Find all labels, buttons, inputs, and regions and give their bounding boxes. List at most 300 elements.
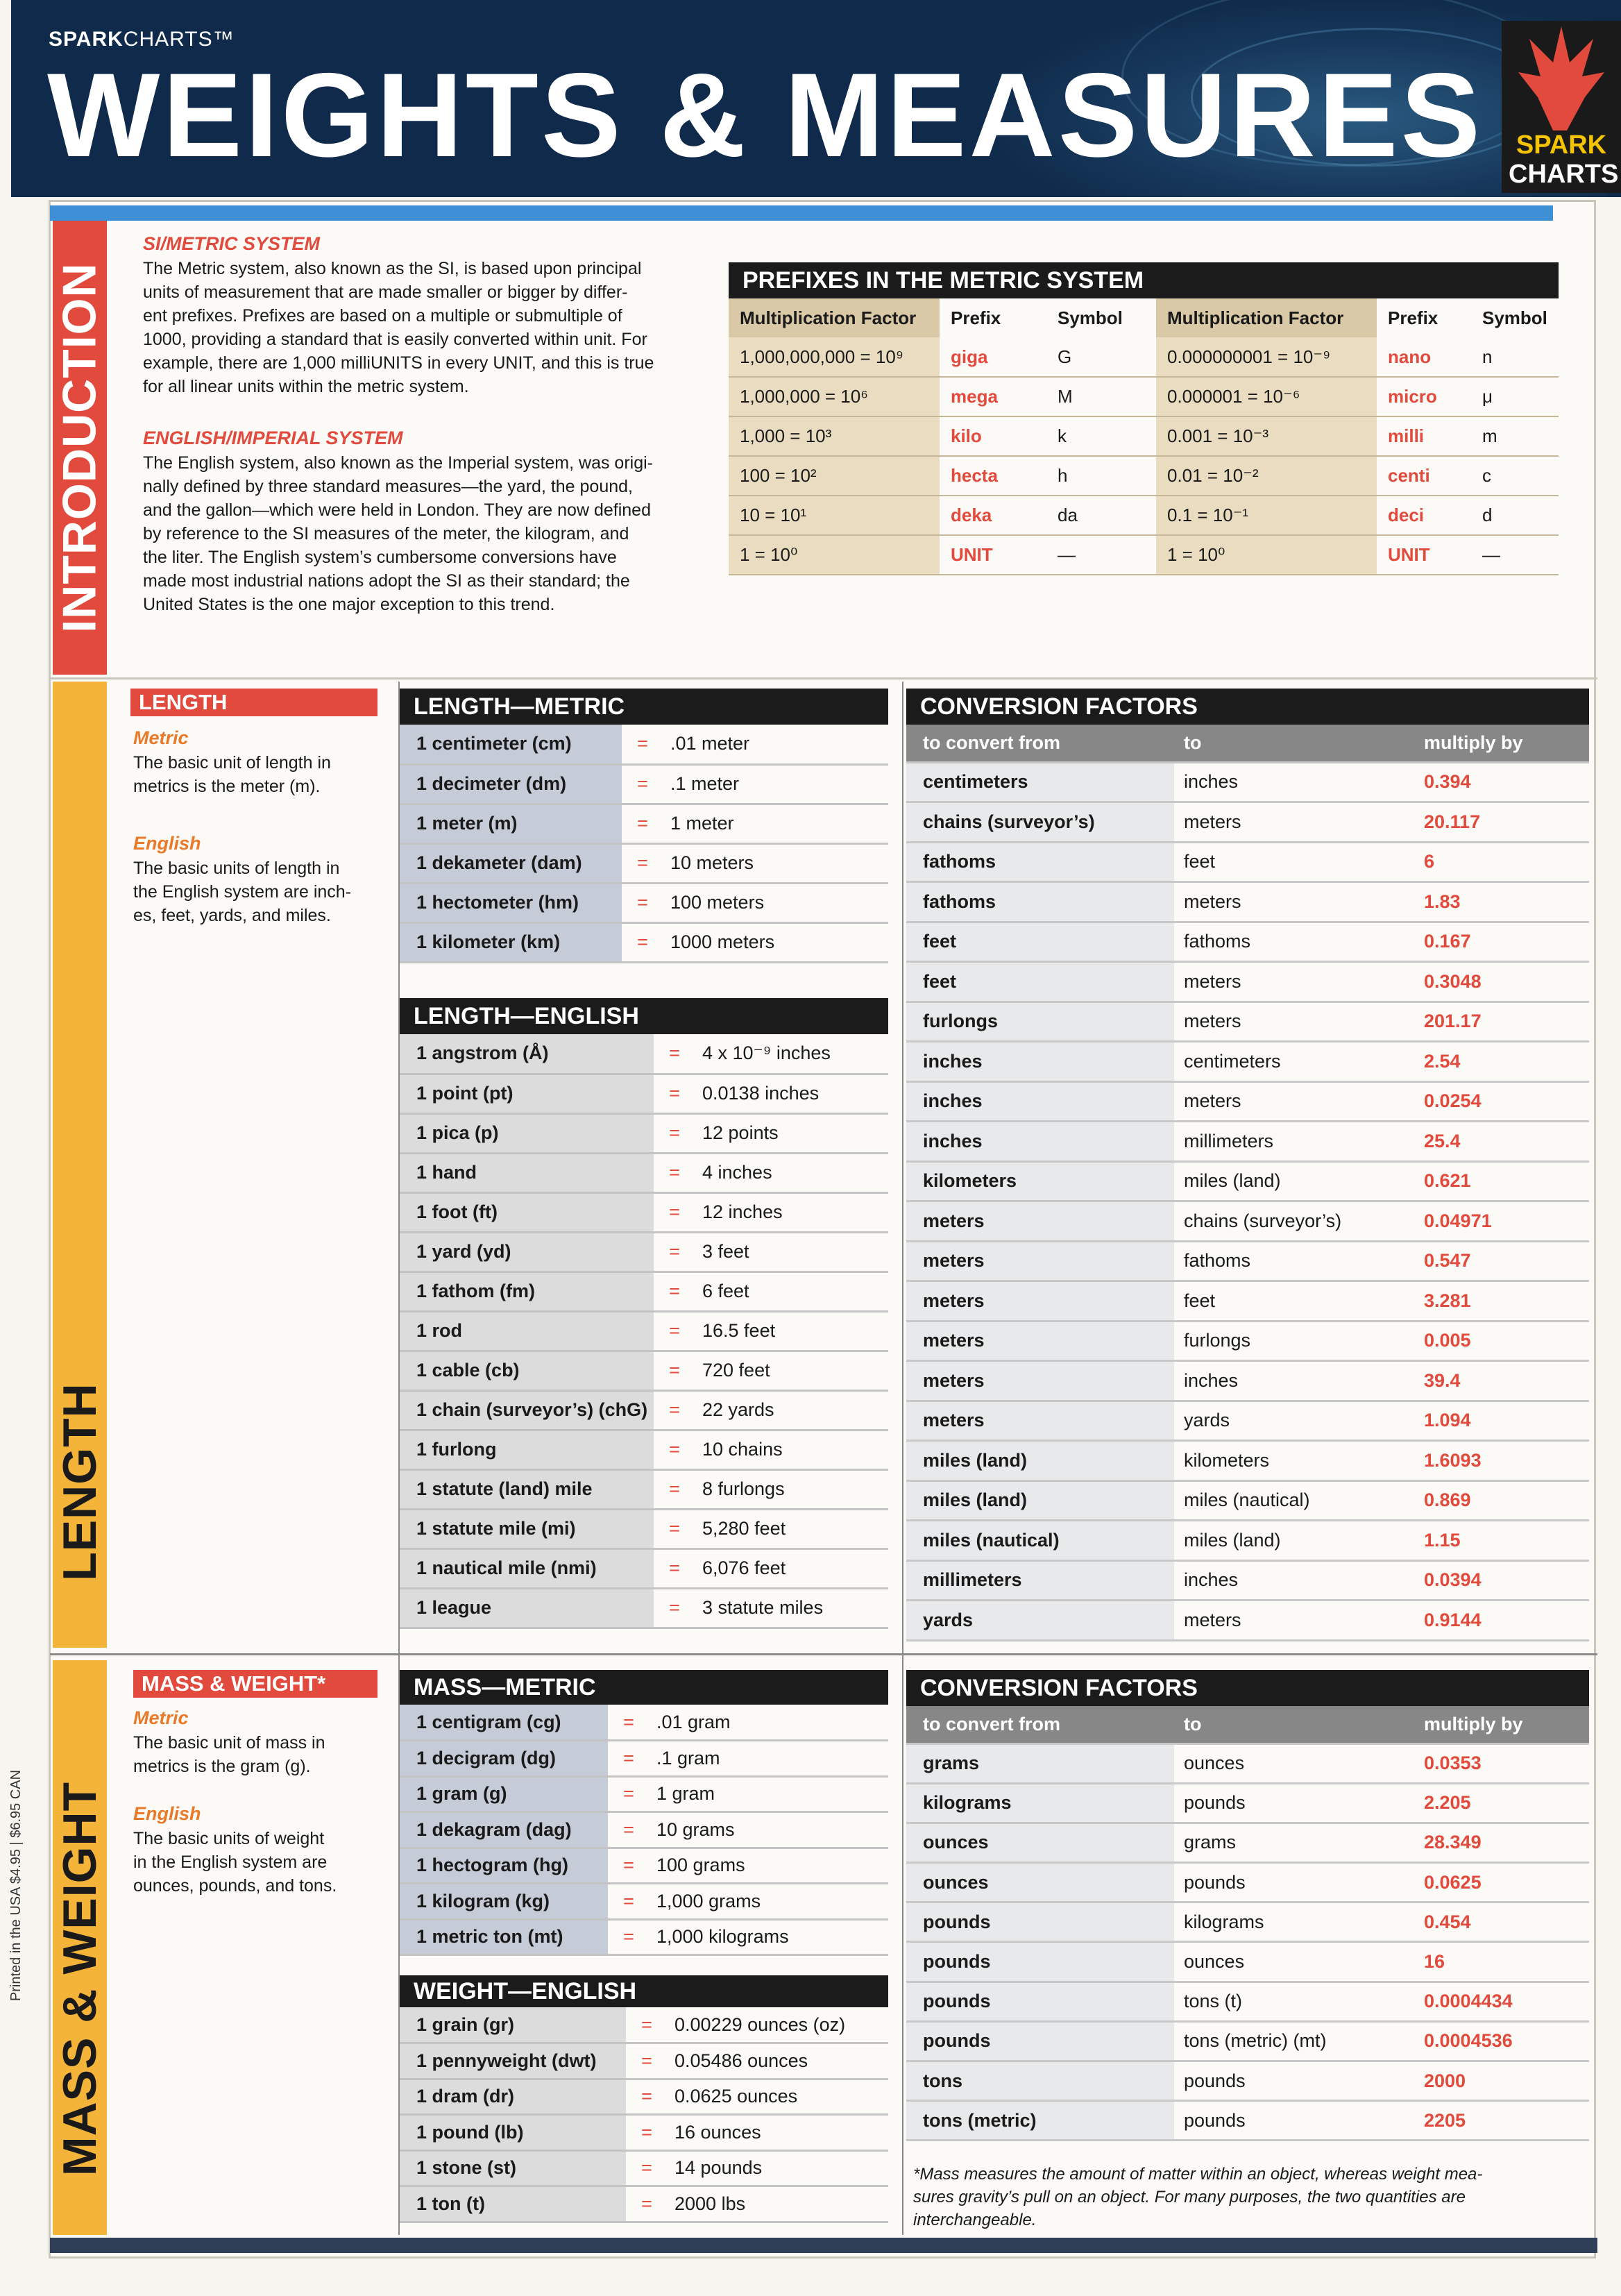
- prefix-name: hecta: [940, 456, 1046, 496]
- table-row: [906, 1902, 1589, 1942]
- multiply-by: 0.621: [1407, 1161, 1589, 1201]
- convert-to: meters: [1174, 1081, 1407, 1122]
- multiply-by: 0.454: [1407, 1902, 1589, 1942]
- unit-name: 1 meter (m): [400, 804, 622, 843]
- convert-from: meters: [906, 1321, 1174, 1361]
- unit-value: 1,000 grams: [650, 1884, 888, 1920]
- convert-to: meters: [1174, 1601, 1407, 1641]
- multiply-by: 1.6093: [1407, 1441, 1589, 1481]
- convert-to: pounds: [1174, 2061, 1407, 2101]
- unit-name: 1 kilometer (km): [400, 922, 622, 962]
- multiplication-factor: 0.1 = 10⁻¹: [1156, 496, 1377, 535]
- unit-value: 12 points: [695, 1113, 888, 1153]
- equals-sign: =: [622, 883, 663, 922]
- equals-sign: =: [608, 1776, 650, 1812]
- unit-value: 8 furlongs: [695, 1469, 888, 1509]
- equals-sign: =: [622, 922, 663, 962]
- convert-to: ounces: [1174, 1744, 1407, 1783]
- weight-english-table: [400, 1975, 888, 2223]
- english-paragraph: The English system, also known as the Imperial system, was origi- nally defined by three standard measures—the yard, the pound, and the gallon—which were held in London. They are now defined by reference to the SI measures of the meter, the kilogram, and the liter. The English system’s cumbersome conversions have made most industrial nations adopt the SI as their standard; the United States is the one major exception to this trend.: [143, 453, 653, 614]
- convert-from: miles (land): [906, 1441, 1174, 1481]
- convert-from: feet: [906, 962, 1174, 1002]
- table-row: [729, 496, 1559, 535]
- equals-sign: =: [654, 1272, 695, 1311]
- length-metric-table: [400, 689, 888, 963]
- equals-sign: =: [654, 1153, 695, 1192]
- unit-name: 1 nautical mile (nmi): [400, 1548, 654, 1588]
- convert-to: inches: [1174, 1361, 1407, 1401]
- table-row: [400, 1311, 888, 1351]
- table-row: [400, 725, 888, 764]
- unit-value: 10 grams: [650, 1812, 888, 1848]
- equals-sign: =: [654, 1509, 695, 1548]
- mass-conversion-table: CONVERSION FACTORS to convert from to multiply by grams ounces 0.0353 kilograms pounds 2.205 ounces grams 28.349 ounces pounds 0.0625 pounds kilograms 0.454 pounds ounces 16 pounds tons (t) 0.0004434 pounds tons (metric) (mt) 0.0004536 tons pounds 2000 tons (metric) pounds 2205: [906, 1670, 1589, 2141]
- table-row: [906, 1744, 1589, 1783]
- unit-value: 10 chains: [695, 1430, 888, 1469]
- convert-from: meters: [906, 1241, 1174, 1281]
- multiply-by: 28.349: [1407, 1823, 1589, 1862]
- convert-from: chains (surveyor’s): [906, 802, 1174, 843]
- length-conversion-table: CONVERSION FACTORS to convert from to multiply by centimeters inches 0.394 chains (surveyor’s) meters 20.117 fathoms feet 6 fathoms meters 1.83 feet fathoms 0.167 feet meters 0.3048 furlongs meters 201.17 inches centimeters 2.54 inches meters 0.0254 inches millimeters 25.4 kilometers miles (land) 0.621 meters chains (surveyor’s) 0.04971 meters fathoms 0.547 meters feet 3.281 meters furlongs 0.005 meters inches 39.4 meters yards 1.094 miles (land) kilometers 1.6093 miles (land) miles (nautical) 0.869 miles (nautical) miles (land) 1.15 millimeters inches 0.0394 yards meters 0.9144: [906, 689, 1589, 1641]
- table-row: [906, 1942, 1589, 1982]
- convert-from: tons (metric): [906, 2101, 1174, 2141]
- equals-sign: =: [626, 2150, 668, 2186]
- convert-to: miles (land): [1174, 1161, 1407, 1201]
- multiplication-factor: 1,000,000,000 = 10⁹: [729, 337, 940, 377]
- unit-name: 1 dekameter (dam): [400, 843, 622, 883]
- equals-sign: =: [654, 1034, 695, 1074]
- equals-sign: =: [608, 1705, 650, 1741]
- table-row: [400, 1509, 888, 1548]
- table-row: [906, 1321, 1589, 1361]
- equals-sign: =: [626, 2043, 668, 2079]
- unit-name: 1 hectogram (hg): [400, 1848, 608, 1884]
- multiply-by: 201.17: [1407, 1002, 1589, 1042]
- convert-from: fathoms: [906, 842, 1174, 882]
- prefix-symbol: k: [1046, 416, 1156, 456]
- unit-value: 6,076 feet: [695, 1548, 888, 1588]
- table-row: [400, 1430, 888, 1469]
- convert-from: meters: [906, 1281, 1174, 1322]
- table-row: [400, 1232, 888, 1272]
- table-row: [400, 1113, 888, 1153]
- table-row: [906, 922, 1589, 962]
- convert-from: inches: [906, 1042, 1174, 1082]
- multiplication-factor: 1,000 = 10³: [729, 416, 940, 456]
- multiply-by: 16: [1407, 1942, 1589, 1982]
- equals-sign: =: [608, 1741, 650, 1777]
- prefix-symbol: —: [1046, 535, 1156, 575]
- table-row: [906, 962, 1589, 1002]
- length-english-title: LENGTH—ENGLISH: [400, 998, 888, 1034]
- convert-to: kilograms: [1174, 1902, 1407, 1942]
- table-row: [400, 1469, 888, 1509]
- weight-english-title: WEIGHT—ENGLISH: [400, 1975, 888, 2007]
- unit-name: 1 point (pt): [400, 1074, 654, 1113]
- equals-sign: =: [626, 2186, 668, 2222]
- unit-name: 1 hectometer (hm): [400, 883, 622, 922]
- unit-value: .01 gram: [650, 1705, 888, 1741]
- convert-from: yards: [906, 1601, 1174, 1641]
- multiply-by: 20.117: [1407, 802, 1589, 843]
- convert-to: pounds: [1174, 2101, 1407, 2141]
- multiply-by: 2.54: [1407, 1042, 1589, 1082]
- convert-from: pounds: [906, 2021, 1174, 2061]
- table-row: [906, 1002, 1589, 1042]
- convert-to: kilometers: [1174, 1441, 1407, 1481]
- section-label-introduction: INTRODUCTION: [53, 221, 107, 675]
- multiplication-factor: 0.000000001 = 10⁻⁹: [1156, 337, 1377, 377]
- convert-from: centimeters: [906, 762, 1174, 802]
- table-row: [400, 1705, 888, 1741]
- unit-value: 0.0138 inches: [695, 1074, 888, 1113]
- convert-to: pounds: [1174, 1783, 1407, 1823]
- multiply-by: 1.83: [1407, 882, 1589, 922]
- unit-name: 1 decigram (dg): [400, 1741, 608, 1777]
- table-row: [400, 2043, 888, 2079]
- convert-to: meters: [1174, 802, 1407, 843]
- equals-sign: =: [654, 1232, 695, 1272]
- table-row: [400, 1153, 888, 1192]
- unit-value: 1000 meters: [663, 922, 888, 962]
- length-metric-title: LENGTH—METRIC: [400, 689, 888, 725]
- multiply-by: 2000: [1407, 2061, 1589, 2101]
- mass-conversion-title: CONVERSION FACTORS: [906, 1670, 1589, 1706]
- multiply-by: 39.4: [1407, 1361, 1589, 1401]
- table-row: [400, 1919, 888, 1955]
- unit-value: 14 pounds: [668, 2150, 888, 2186]
- convert-to: fathoms: [1174, 922, 1407, 962]
- equals-sign: =: [608, 1812, 650, 1848]
- prefix-symbol: c: [1471, 456, 1559, 496]
- unit-value: 6 feet: [695, 1272, 888, 1311]
- prefix-name: kilo: [940, 416, 1046, 456]
- convert-to: fathoms: [1174, 1241, 1407, 1281]
- table-row: [906, 1521, 1589, 1561]
- table-row: [906, 1982, 1589, 2021]
- unit-name: 1 centimeter (cm): [400, 725, 622, 764]
- unit-name: 1 stone (st): [400, 2150, 626, 2186]
- table-row: [400, 2079, 888, 2115]
- table-row: [906, 1201, 1589, 1242]
- unit-name: 1 dram (dr): [400, 2079, 626, 2115]
- unit-value: .1 meter: [663, 764, 888, 804]
- table-row: [906, 882, 1589, 922]
- equals-sign: =: [654, 1192, 695, 1232]
- convert-to: miles (land): [1174, 1521, 1407, 1561]
- table-row: [729, 337, 1559, 377]
- mass-footnote: *Mass measures the amount of matter within an object, whereas weight mea- sures gravity’s pull on an object. For many purposes, the two quantities are interchangeable.: [913, 2165, 1483, 2229]
- unit-value: 100 grams: [650, 1848, 888, 1884]
- prefix-name: UNIT: [940, 535, 1046, 575]
- multiply-by: 0.0394: [1407, 1560, 1589, 1601]
- unit-value: 4 x 10⁻⁹ inches: [695, 1034, 888, 1074]
- top-accent-bar: [50, 205, 1553, 221]
- section-divider: [50, 1653, 1597, 1655]
- convert-from: pounds: [906, 1982, 1174, 2021]
- prefix-symbol: —: [1471, 535, 1559, 575]
- unit-name: 1 statute (land) mile: [400, 1469, 654, 1509]
- table-row: [400, 2150, 888, 2186]
- brand-wordmark: SPARKCHARTS™: [49, 28, 235, 51]
- equals-sign: =: [654, 1469, 695, 1509]
- convert-from: kilometers: [906, 1161, 1174, 1201]
- unit-name: 1 ton (t): [400, 2186, 626, 2222]
- convert-from: feet: [906, 922, 1174, 962]
- multiplication-factor: 0.001 = 10⁻³: [1156, 416, 1377, 456]
- mass-metric-title: MASS—METRIC: [400, 1670, 888, 1705]
- multiply-by: 0.0353: [1407, 1744, 1589, 1783]
- convert-to: meters: [1174, 1002, 1407, 1042]
- table-row: [400, 1351, 888, 1390]
- multiply-by: 0.04971: [1407, 1201, 1589, 1242]
- prefix-symbol: μ: [1471, 377, 1559, 416]
- english-heading: ENGLISH/IMPERIAL SYSTEM: [143, 428, 403, 448]
- sparkcharts-logo: [1502, 21, 1621, 193]
- table-row: [400, 1034, 888, 1074]
- equals-sign: =: [608, 1919, 650, 1955]
- prefix-table: PREFIXES IN THE METRIC SYSTEM Multiplication Factor Prefix Symbol Multiplication Factor Prefix Symbol 1,000,000,000 = 10⁹ giga G 0.000000001 = 10⁻⁹ nano n 1,000,000 = 10⁶ mega M 0.000001 = 10⁻⁶ micro μ 1,000 = 10³ kilo k 0.001 = 10⁻³ milli m 100 = 10² hecta h 0.01 = 10⁻² centi c 10 = 10¹ deka da 0.1 = 10⁻¹ deci d 1 = 10⁰ UNIT — 1 = 10⁰ UNIT —: [729, 262, 1559, 575]
- unit-name: 1 decimeter (dm): [400, 764, 622, 804]
- unit-name: 1 hand: [400, 1153, 654, 1192]
- si-heading: SI/METRIC SYSTEM: [143, 233, 321, 254]
- table-row: [906, 1560, 1589, 1601]
- prefix-symbol: M: [1046, 377, 1156, 416]
- equals-sign: =: [654, 1351, 695, 1390]
- table-row: [400, 1074, 888, 1113]
- equals-sign: =: [622, 843, 663, 883]
- table-row: [906, 1361, 1589, 1401]
- section-label-mass-weight: MASS & WEIGHT: [53, 1660, 107, 2235]
- unit-value: 12 inches: [695, 1192, 888, 1232]
- prefix-symbol: da: [1046, 496, 1156, 535]
- table-row: [400, 2115, 888, 2151]
- table-row: [906, 802, 1589, 843]
- prefix-symbol: m: [1471, 416, 1559, 456]
- convert-from: millimeters: [906, 1560, 1174, 1601]
- table-row: [906, 1081, 1589, 1122]
- unit-value: .01 meter: [663, 725, 888, 764]
- convert-to: ounces: [1174, 1942, 1407, 1982]
- unit-value: 100 meters: [663, 883, 888, 922]
- multiply-by: 0.167: [1407, 922, 1589, 962]
- convert-from: miles (nautical): [906, 1521, 1174, 1561]
- unit-name: 1 yard (yd): [400, 1232, 654, 1272]
- table-row: [906, 1042, 1589, 1082]
- table-row: [906, 1823, 1589, 1862]
- spine-print: Printed in the USA $4.95 | $6.95 CAN: [8, 1769, 24, 2001]
- unit-value: 3 feet: [695, 1232, 888, 1272]
- mass-metric-text: The basic unit of mass in metrics is the gram (g).: [133, 1733, 325, 1776]
- header-banner: [11, 0, 1621, 197]
- equals-sign: =: [626, 2115, 668, 2151]
- table-row: [400, 1272, 888, 1311]
- table-row: [906, 842, 1589, 882]
- unit-value: 0.00229 ounces (oz): [668, 2007, 888, 2043]
- si-paragraph: The Metric system, also known as the SI, is based upon principal units of measurement that are made smaller or bigger by differ- ent prefixes. Prefixes are based on a multiple or submultiple of 1000, providing a standard that is easily converted within unit. For example, there are 1,000 milliUNITS in every UNIT, and this is true for all linear units within the metric system.: [143, 259, 654, 396]
- unit-value: 16.5 feet: [695, 1311, 888, 1351]
- table-row: [906, 1122, 1589, 1162]
- multiply-by: 0.0254: [1407, 1081, 1589, 1122]
- multiply-by: 0.394: [1407, 762, 1589, 802]
- equals-sign: =: [654, 1430, 695, 1469]
- unit-value: 16 ounces: [668, 2115, 888, 2151]
- table-row: [906, 1241, 1589, 1281]
- multiplication-factor: 1,000,000 = 10⁶: [729, 377, 940, 416]
- convert-from: ounces: [906, 1863, 1174, 1902]
- table-row: [729, 416, 1559, 456]
- table-row: [906, 1783, 1589, 1823]
- table-row: [400, 1548, 888, 1588]
- table-row: [400, 2186, 888, 2222]
- mass-metric-heading: Metric: [133, 1707, 189, 1728]
- convert-from: ounces: [906, 1823, 1174, 1862]
- prefix-symbol: d: [1471, 496, 1559, 535]
- equals-sign: =: [622, 804, 663, 843]
- unit-name: 1 metric ton (mt): [400, 1919, 608, 1955]
- multiply-by: 0.869: [1407, 1480, 1589, 1521]
- equals-sign: =: [654, 1074, 695, 1113]
- convert-from: furlongs: [906, 1002, 1174, 1042]
- convert-to: feet: [1174, 842, 1407, 882]
- prefix-name: centi: [1377, 456, 1471, 496]
- multiply-by: 0.9144: [1407, 1601, 1589, 1641]
- convert-to: pounds: [1174, 1863, 1407, 1902]
- unit-name: 1 cable (cb): [400, 1351, 654, 1390]
- table-row: [729, 377, 1559, 416]
- unit-name: 1 chain (surveyor’s) (chG): [400, 1390, 654, 1430]
- convert-from: miles (land): [906, 1480, 1174, 1521]
- multiply-by: 2205: [1407, 2101, 1589, 2141]
- table-row: [400, 883, 888, 922]
- unit-name: 1 furlong: [400, 1430, 654, 1469]
- convert-from: meters: [906, 1401, 1174, 1441]
- convert-to: yards: [1174, 1401, 1407, 1441]
- multiply-by: 1.15: [1407, 1521, 1589, 1561]
- multiply-by: 0.0625: [1407, 1863, 1589, 1902]
- unit-name: 1 gram (g): [400, 1776, 608, 1812]
- convert-to: tons (t): [1174, 1982, 1407, 2021]
- table-row: [906, 762, 1589, 802]
- unit-value: 10 meters: [663, 843, 888, 883]
- length-english-heading: English: [133, 833, 201, 854]
- table-row: [906, 1863, 1589, 1902]
- convert-to: feet: [1174, 1281, 1407, 1322]
- prefix-symbol: h: [1046, 456, 1156, 496]
- unit-value: 2000 lbs: [668, 2186, 888, 2222]
- unit-value: 0.05486 ounces: [668, 2043, 888, 2079]
- table-row: [400, 1588, 888, 1628]
- unit-value: 1 meter: [663, 804, 888, 843]
- unit-value: 1,000 kilograms: [650, 1919, 888, 1955]
- convert-from: pounds: [906, 1902, 1174, 1942]
- convert-to: meters: [1174, 962, 1407, 1002]
- convert-from: grams: [906, 1744, 1174, 1783]
- unit-name: 1 pound (lb): [400, 2115, 626, 2151]
- unit-name: 1 pennyweight (dwt): [400, 2043, 626, 2079]
- prefix-name: nano: [1377, 337, 1471, 377]
- prefix-name: deci: [1377, 496, 1471, 535]
- table-row: [400, 1812, 888, 1848]
- prefix-name: UNIT: [1377, 535, 1471, 575]
- multiply-by: 0.547: [1407, 1241, 1589, 1281]
- mass-english-heading: English: [133, 1803, 201, 1824]
- table-row: [400, 1848, 888, 1884]
- spark-burst-icon: [1518, 26, 1604, 130]
- table-row: [906, 1480, 1589, 1521]
- table-row: [400, 804, 888, 843]
- unit-value: 3 statute miles: [695, 1588, 888, 1628]
- table-row: [906, 2101, 1589, 2141]
- multiplication-factor: 0.01 = 10⁻²: [1156, 456, 1377, 496]
- mass-english-text: The basic units of weight in the English system are ounces, pounds, and tons.: [133, 1829, 337, 1896]
- length-metric-text: The basic unit of length in metrics is the meter (m).: [133, 753, 331, 796]
- multiply-by: 0.0004536: [1407, 2021, 1589, 2061]
- page-title: WEIGHTS & MEASURES: [47, 49, 1484, 182]
- unit-value: .1 gram: [650, 1741, 888, 1777]
- unit-name: 1 league: [400, 1588, 654, 1628]
- unit-name: 1 rod: [400, 1311, 654, 1351]
- logo-text-spark: SPARK: [1516, 130, 1607, 160]
- multiply-by: 0.0004434: [1407, 1982, 1589, 2021]
- table-row: [906, 1601, 1589, 1641]
- table-row: [400, 922, 888, 962]
- multiply-by: 0.3048: [1407, 962, 1589, 1002]
- table-row: [400, 764, 888, 804]
- length-english-table: [400, 998, 888, 1629]
- unit-name: 1 statute mile (mi): [400, 1509, 654, 1548]
- convert-from: meters: [906, 1361, 1174, 1401]
- unit-value: 1 gram: [650, 1776, 888, 1812]
- convert-to: meters: [1174, 882, 1407, 922]
- convert-to: millimeters: [1174, 1122, 1407, 1162]
- unit-value: 22 yards: [695, 1390, 888, 1430]
- unit-value: 720 feet: [695, 1351, 888, 1390]
- table-row: [400, 1741, 888, 1777]
- bottom-bar: [50, 2238, 1597, 2253]
- length-conversion-title: CONVERSION FACTORS: [906, 689, 1589, 725]
- equals-sign: =: [626, 2079, 668, 2115]
- multiply-by: 3.281: [1407, 1281, 1589, 1322]
- unit-name: 1 fathom (fm): [400, 1272, 654, 1311]
- unit-value: 5,280 feet: [695, 1509, 888, 1548]
- multiplication-factor: 0.000001 = 10⁻⁶: [1156, 377, 1377, 416]
- unit-name: 1 kilogram (kg): [400, 1884, 608, 1920]
- multiplication-factor: 100 = 10²: [729, 456, 940, 496]
- unit-name: 1 angstrom (Å): [400, 1034, 654, 1074]
- multiplication-factor: 1 = 10⁰: [729, 535, 940, 575]
- equals-sign: =: [608, 1848, 650, 1884]
- equals-sign: =: [626, 2007, 668, 2043]
- equals-sign: =: [608, 1884, 650, 1920]
- unit-name: 1 centigram (cg): [400, 1705, 608, 1741]
- multiply-by: 0.005: [1407, 1321, 1589, 1361]
- convert-to: inches: [1174, 762, 1407, 802]
- table-row: [400, 1390, 888, 1430]
- convert-to: furlongs: [1174, 1321, 1407, 1361]
- equals-sign: =: [654, 1390, 695, 1430]
- multiply-by: 1.094: [1407, 1401, 1589, 1441]
- convert-from: inches: [906, 1081, 1174, 1122]
- convert-to: grams: [1174, 1823, 1407, 1862]
- table-row: [400, 843, 888, 883]
- convert-from: inches: [906, 1122, 1174, 1162]
- convert-to: tons (metric) (mt): [1174, 2021, 1407, 2061]
- table-row: [729, 535, 1559, 575]
- prefix-symbol: G: [1046, 337, 1156, 377]
- table-row: [906, 1401, 1589, 1441]
- multiply-by: 25.4: [1407, 1122, 1589, 1162]
